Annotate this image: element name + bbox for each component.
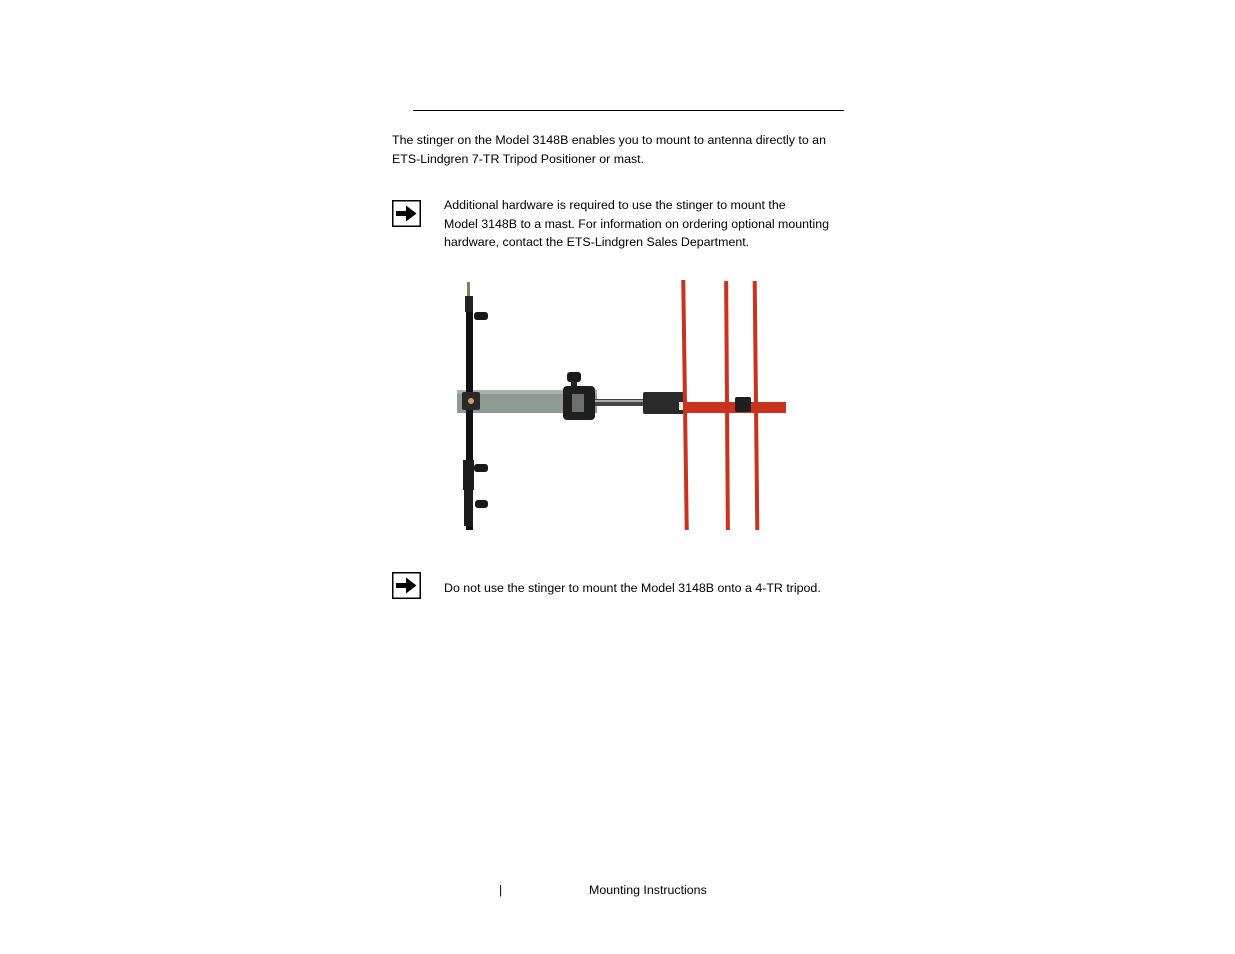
- arrow-right-icon: [392, 200, 421, 227]
- arrow-right-icon: [392, 572, 421, 599]
- note-tripod-warning: [444, 579, 821, 598]
- footer-title: Mounting Instructions: [589, 883, 707, 897]
- header-rule: [413, 110, 844, 111]
- intro-line: The stinger on the Model 3148B enables you to mount to antenna directly to an: [392, 133, 826, 147]
- footer-separator: |: [499, 883, 503, 897]
- note-line: Do not use the stinger to mount the Model 3148B onto a 4-TR tripod.: [444, 581, 821, 595]
- note-line: Model 3148B to a mast. For information on ordering optional mounting: [444, 216, 830, 231]
- note-line: Additional hardware is required to use the stinger to mount the: [444, 198, 786, 212]
- intro-paragraph: [392, 131, 842, 168]
- note-line: hardware, contact the ETS-Lindgren Sales Department.: [444, 235, 750, 249]
- note-hardware: [444, 196, 829, 252]
- stinger-mount-photo: [455, 278, 790, 532]
- intro-line: ETS-Lindgren 7-TR Tripod Positioner or mast.: [392, 151, 645, 166]
